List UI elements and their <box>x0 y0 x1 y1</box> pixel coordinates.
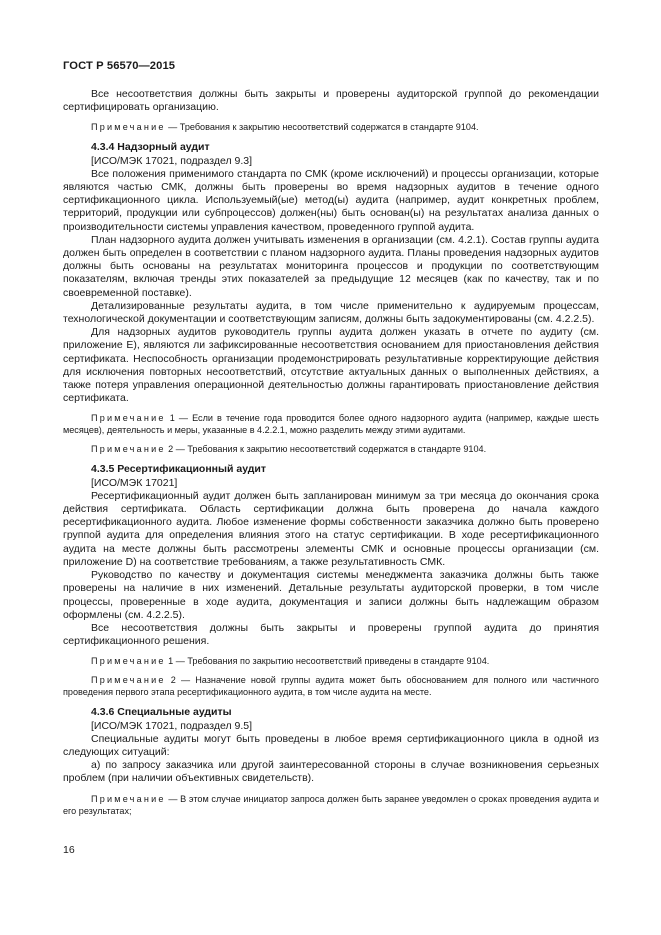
document-page <box>63 60 599 817</box>
paragraph: Все несоответствия должны быть закрыты и проверены группой аудита до принятия сертификационного решения. <box>63 621 599 648</box>
paragraph: План надзорного аудита должен учитывать изменения в организации (см. 4.2.1). Состав группы аудита должен быть определен в соответствии с планом надзорного аудита. Планы проведения надзорных аудитов должны быть основаны на результатах мониторинга процессов и продукции по соответствующим показателям, включая тренды этих показателей за предыдущие 12 месяцев (как по качеству, так и по своевременной поставке). <box>63 233 599 299</box>
note-label: Примечание <box>91 675 166 686</box>
note-label: Примечание <box>91 793 166 804</box>
paragraph: Специальные аудиты могут быть проведены в любое время сертификационного цикла в одной из следующих ситуаций: <box>63 732 599 758</box>
note-intro: Примечание — Требования к закрытию несоответствий содержатся в стандарте 9104. <box>91 122 479 133</box>
section-reference: [ИСО/МЭК 17021, подраздел 9.5] <box>91 719 253 732</box>
paragraph: Ресертификационный аудит должен быть запланирован минимум за три месяца до окончания срока действия сертификата. Область сертификации должна быть проверена до начала каждого ресертификационного аудита. Любое изменение формы собственности заказчика должно быть проверено группой аудита для определения влияния этого на статус сертификации. В ходе ресертификационного аудита на месте должны быть рассмотрены элементы СМК и основные процессы организации (см. приложение D) на соответствие требованиям, а также результативность СМК. <box>63 489 599 568</box>
section-heading-4-3-5: 4.3.5 Ресертификационный аудит <box>91 463 267 476</box>
note: Примечание 2 — Требования к закрытию несоответствий содержатся в стандарте 9104. <box>91 444 487 455</box>
document-code: ГОСТ Р 56570—2015 <box>63 60 176 72</box>
paragraph: Все положения применимого стандарта по СМК (кроме исключений) и процессы организации, которые являются частью СМК, должны быть проверены во время надзорных аудитов в течение одного сертификационного цикла. Используемый(ые) метод(ы) аудита (например, аудит конкретных проблем, территорий, продукции или субпроцессов) должен(ны) быть основан(ы) на результатах анализа данных о производительности системы управления качеством, проведенного группой аудита. <box>63 167 599 233</box>
section-reference: [ИСО/МЭК 17021, подраздел 9.3] <box>91 154 253 167</box>
paragraph: Детализированные результаты аудита, в том числе применительно к аудируемым процессам, технологической документации и соответствующим записям, должны быть задокументированы (см. 4.2.2.5). <box>63 299 599 326</box>
note-label: Примечание <box>91 413 166 424</box>
note: Примечание — В этом случае инициатор запроса должен быть заранее уведомлен о сроках проведения аудита и его результатах; <box>63 793 599 816</box>
note-label: Примечание <box>91 656 166 667</box>
note-label: Примечание <box>91 122 166 133</box>
paragraph: Руководство по качеству и документация системы менеджмента заказчика должны быть также проверены на наличие в них изменений. Детальные результаты аудиторской проверки, в том числе процессы, проверенные в ходе аудита, документация и записи должны быть надлежащим образом оформлены (см. 4.2.2.5). <box>63 569 599 621</box>
section-reference: [ИСО/МЭК 17021] <box>91 476 178 489</box>
note-label: Примечание <box>91 444 166 455</box>
note: Примечание 1 — Если в течение года проводится более одного надзорного аудита (например, каждые шесть месяцев), деятельность и меры, указанные в 4.2.2.1, можно разделить между этими аудитами. <box>63 413 599 436</box>
paragraph-intro: Все несоответствия должны быть закрыты и проверены аудиторской группой до рекомендации сертифицировать организацию. <box>63 88 599 114</box>
page-number: 16 <box>63 844 75 856</box>
paragraph: Для надзорных аудитов руководитель группы аудита должен указать в отчете по аудиту (см. приложение Е), являются ли зафиксированные несоответствия основанием для приостановления действия сертификата. Неспособность организации продемонстрировать результативные корректирующие действия для исключения повторных несоответствий, отсутствие актуальных данных о выполненных действиях, а также потеря управления операционной деятельностью должны гарантировать приостановление действия сертификата. <box>63 326 599 405</box>
section-heading-4-3-4: 4.3.4 Надзорный аудит <box>91 141 210 154</box>
note: Примечание 2 — Назначение новой группы аудита может быть обоснованием для полного или частичного проведения первого этапа ресертификационного аудита, в том числе аудита на месте. <box>63 675 599 698</box>
section-heading-4-3-6: 4.3.6 Специальные аудиты <box>91 706 232 719</box>
list-item: а) по запросу заказчика или другой заинтересованной стороны в случае возникновения серьезных проблем (при наличии объективных свидетельств). <box>63 759 599 785</box>
note: Примечание 1 — Требования по закрытию несоответствий приведены в стандарте 9104. <box>91 656 490 667</box>
